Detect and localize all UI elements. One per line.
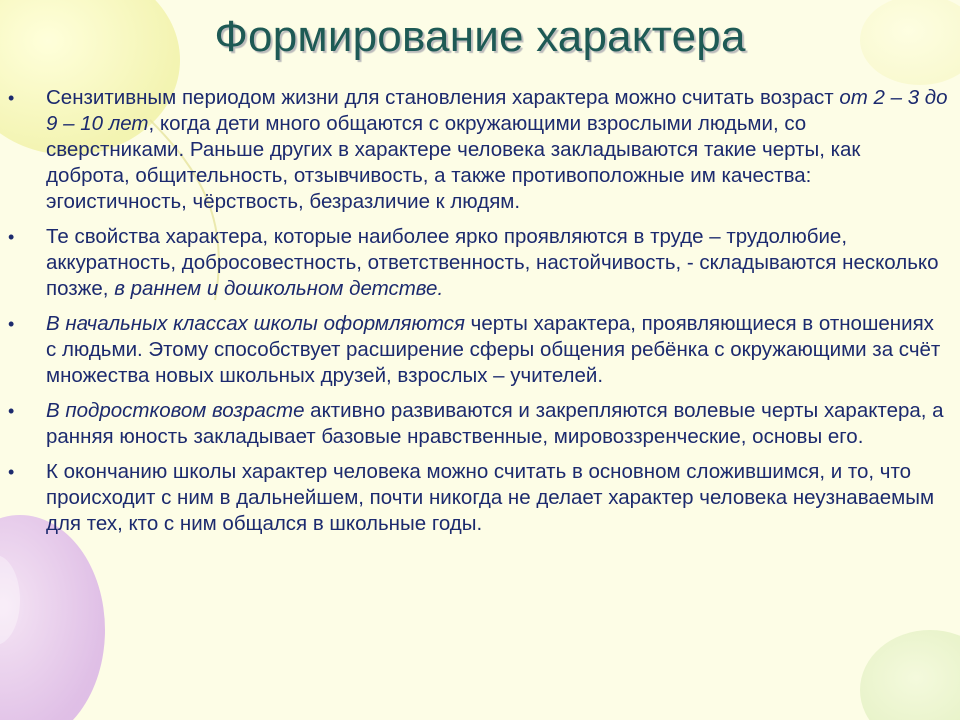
bullet-paragraph-1 [8,85,948,215]
bullet-paragraph-2 [8,224,948,302]
paragraph-emphasis: В подростковом возрасте [46,399,305,422]
green-balloon-shape [860,630,960,720]
paragraph-emphasis: В начальных классах школы оформляются [46,312,465,335]
bullet-paragraph-5 [8,459,948,537]
bullet-icon: • [8,462,15,482]
bullet-icon: • [8,227,15,247]
bullet-icon: • [8,401,15,421]
bullet-icon: • [8,88,15,108]
paragraph-emphasis: в раннем и дошкольном детстве. [114,277,444,300]
paragraph-text: черты характера, проявляющиеся в отношениях с людьми. Этому способствует расширение сферы общения ребёнка с окружающими за счёт множества новых школьных друзей, взрослых – учителей. [46,312,941,387]
paragraph-text: Сензитивным периодом жизни для становления характера можно считать возраст [46,86,840,109]
bullet-icon: • [8,314,15,334]
paragraph-text: , когда дети много общаются с окружающими взрослыми людьми, со сверстниками. Раньше других в характере человека закладываются такие черты, как доброта, общительность, отзывчивость, а также противоположные им качества: эгоистичность, чёрствость, безразличие к людям. [46,112,861,213]
slide-title: Формирование характера [214,12,746,61]
paragraph-text: Те свойства характера, которые наиболее ярко проявляются в труде – трудолюбие, аккуратность, добросовестность, ответственность, настойчивость, - складываются несколько позже, [46,225,939,300]
paragraph-text: активно развиваются и закрепляются волевые черты характера, а ранняя юность закладывает базовые нравственные, мировоззренческие, основы его. [46,399,944,448]
bullet-list [8,85,948,546]
bullet-paragraph-3 [8,311,948,389]
bullet-paragraph-4 [8,398,948,450]
paragraph-emphasis: от 2 – 3 до 9 – 10 лет [46,86,948,135]
paragraph-text: К окончанию школы характер человека можно считать в основном сложившимся, и то, что происходит с ним в дальнейшем, почти никогда не делает характер человека неузнаваемым для тех, кто с ним общался в школьные годы. [46,460,935,535]
